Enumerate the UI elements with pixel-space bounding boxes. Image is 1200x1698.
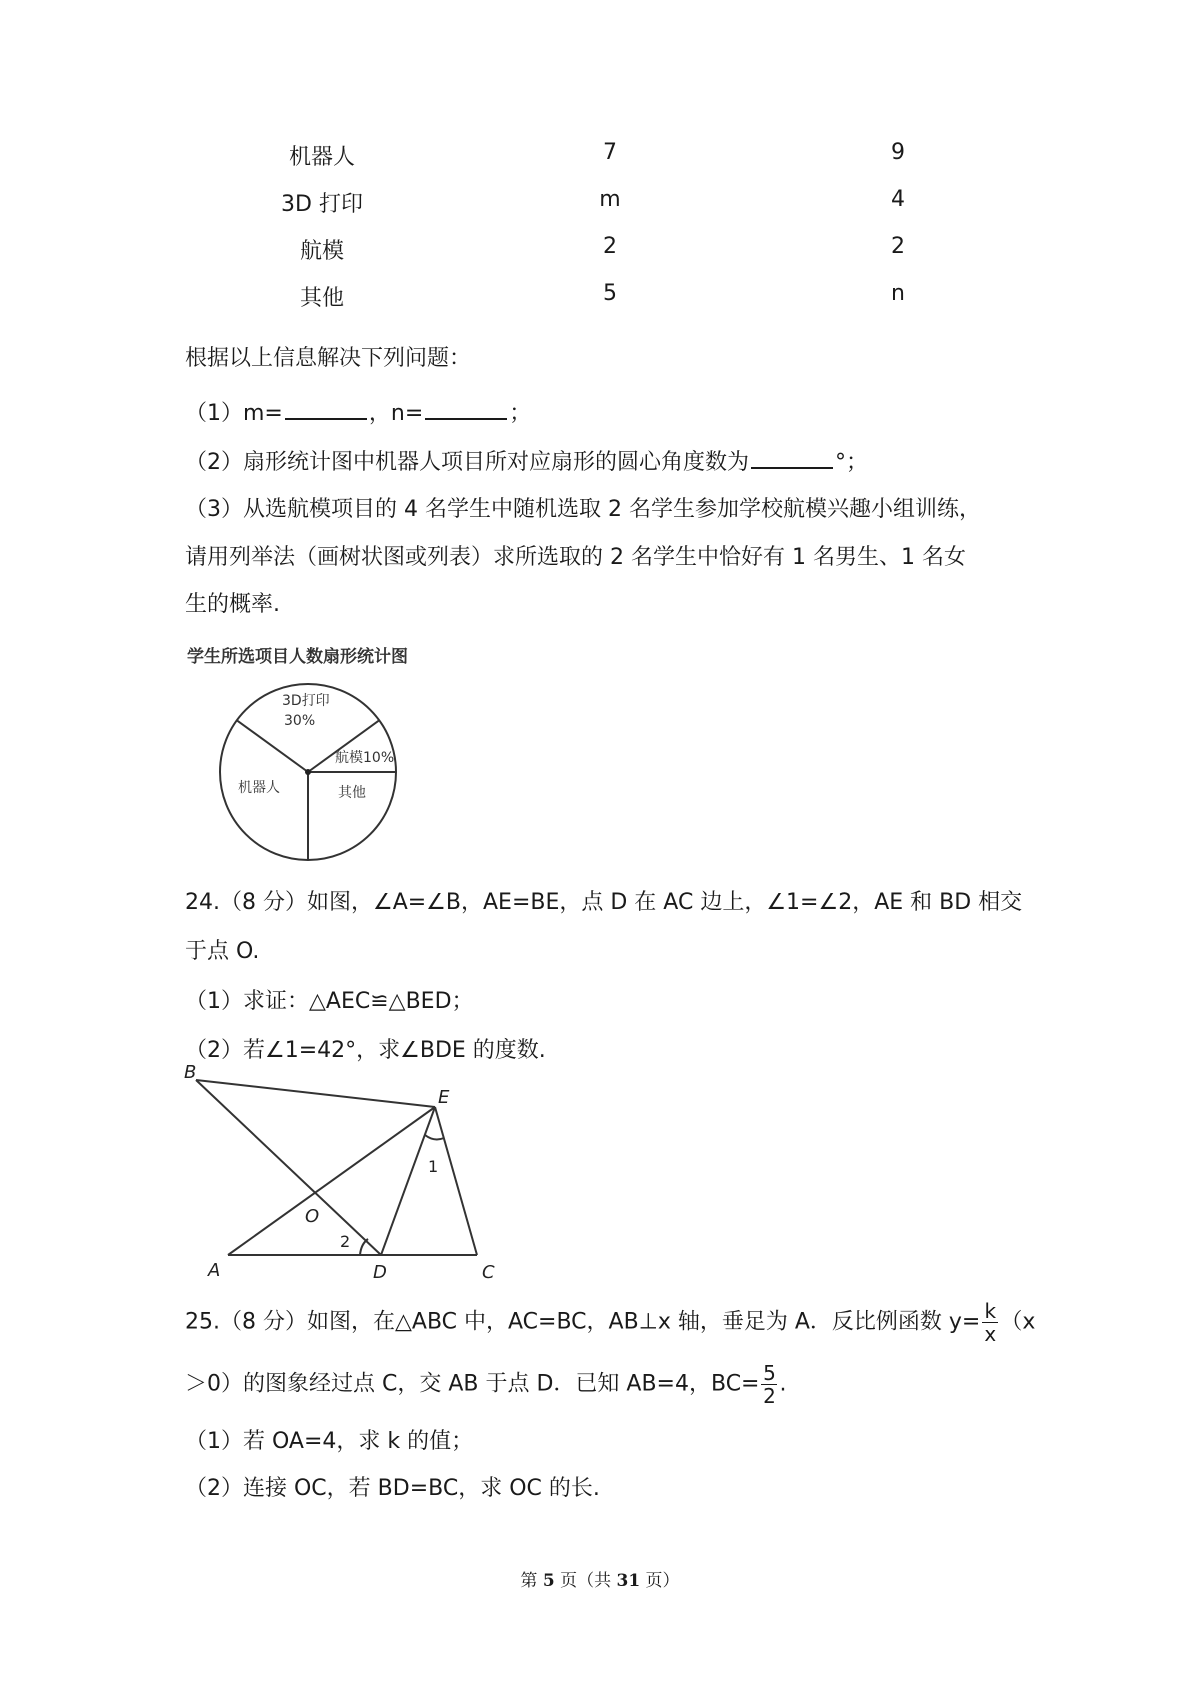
answer-blank-angle[interactable] (751, 445, 833, 469)
q23-part2 (185, 445, 868, 478)
slice-value-hangmo: 10% (363, 750, 395, 766)
q25-line1 (185, 1300, 1035, 1345)
table-row (0, 234, 1200, 274)
table-cell-c1: 7 (603, 140, 617, 165)
q23-part1-prefix: （1）m= (185, 401, 283, 426)
table-cell-c1: 5 (603, 281, 617, 306)
table-cell-c1: m (599, 187, 621, 212)
q25-line2 (185, 1362, 786, 1407)
slice-label-hangmo (335, 749, 394, 766)
chart-title: 学生所选项目人数扇形统计图 (187, 647, 408, 667)
fraction-5-over-2 (761, 1362, 777, 1407)
q25-part1: （1）若 OA=4，求 k 的值； (185, 1429, 474, 1454)
q25-line2-suffix: . (779, 1371, 787, 1397)
q23-part3-line2: 请用列举法（画树状图或列表）求所选取的 2 名学生中恰好有 1 名男生、1 名女 (185, 545, 966, 570)
table-cell-c2: 9 (891, 140, 905, 165)
label-A: A (208, 1260, 221, 1281)
segment-BE (196, 1080, 435, 1107)
fraction-denominator: x (984, 1322, 997, 1346)
table-cell-c2: 2 (891, 234, 905, 259)
fraction-numerator: k (984, 1299, 997, 1323)
table-row (0, 281, 1200, 321)
q23-part3-line1: （3）从选航模项目的 4 名学生中随机选取 2 名学生参加学校航模兴趣小组训练， (185, 497, 981, 522)
q24-part1: （1）求证：△AEC≌△BED； (185, 989, 474, 1014)
q25-line2-prefix: ＞0）的图象经过点 C，交 AB 于点 D．已知 AB=4，BC= (185, 1371, 760, 1397)
footer-mid: 页（共 (554, 1571, 617, 1591)
footer-suffix: 页） (640, 1571, 680, 1591)
q23-part1-mid: ，n= (368, 401, 424, 426)
segment-BD (196, 1080, 381, 1255)
page-footer (0, 1566, 1200, 1591)
q24-figure (180, 1060, 520, 1285)
label-B: B (184, 1062, 197, 1083)
table-cell-c2: n (891, 281, 905, 306)
table-cell-item: 机器人 (288, 145, 356, 170)
label-E: E (438, 1087, 450, 1108)
table-cell-item: 3D 打印 (281, 192, 363, 217)
table-cell-item: 航模 (299, 239, 345, 264)
label-angle-1: 1 (428, 1157, 439, 1176)
table-row (0, 187, 1200, 227)
footer-prefix: 第 (520, 1571, 543, 1591)
slice-value-3d: 30% (284, 713, 316, 729)
q23-part3-line3: 生的概率. (185, 592, 280, 617)
table-cell-item: 其他 (299, 286, 345, 311)
fraction-denominator: 2 (763, 1384, 776, 1408)
q25-line1-prefix: 25.（8 分）如图，在△ABC 中，AC=BC，AB⊥x 轴，垂足为 A．反比例函数 y= (185, 1309, 981, 1335)
pie-chart (200, 670, 430, 870)
angle-arc-1 (425, 1135, 444, 1139)
q24-line1: 24.（8 分）如图，∠A=∠B，AE=BE，点 D 在 AC 边上，∠1=∠2，AE 和 BD 相交 (185, 890, 1023, 915)
q23-part1-end: ； (509, 401, 532, 426)
q23-part2-prefix: （2）扇形统计图中机器人项目所对应扇形的圆心角度数为 (185, 450, 749, 475)
fraction-numerator: 5 (763, 1361, 776, 1385)
q24-line2: 于点 O. (185, 939, 260, 964)
q23-part1 (185, 396, 531, 429)
segment-EC (435, 1107, 477, 1255)
q23-part2-end: °； (835, 450, 869, 475)
table-row (0, 140, 1200, 180)
label-C: C (482, 1262, 495, 1283)
q25-part2: （2）连接 OC，若 BD=BC，求 OC 的长. (185, 1476, 600, 1501)
segment-AE (228, 1107, 435, 1255)
slice-label-3d: 3D打印 (282, 693, 330, 709)
table-cell-c1: 2 (603, 234, 617, 259)
footer-page-number: 5 (542, 1571, 555, 1591)
label-angle-2: 2 (340, 1232, 351, 1251)
q24-part2: （2）若∠1=42°，求∠BDE 的度数. (185, 1038, 546, 1063)
q23-intro: 根据以上信息解决下列问题： (185, 346, 472, 371)
label-O: O (305, 1206, 320, 1227)
footer-total-pages: 31 (616, 1571, 641, 1591)
table-cell-c2: 4 (891, 187, 905, 212)
slice-label-robot: 机器人 (238, 780, 280, 796)
fraction-k-over-x (982, 1300, 998, 1345)
q25-line1-suffix: （x (1000, 1309, 1036, 1335)
answer-blank-n[interactable] (425, 396, 507, 420)
label-D: D (373, 1262, 387, 1283)
slice-label-other: 其他 (338, 785, 366, 801)
pie-center (305, 769, 311, 775)
answer-blank-m[interactable] (285, 396, 367, 420)
slice-label-hangmo-name: 航模 (335, 750, 363, 766)
segment-DE (381, 1107, 435, 1255)
